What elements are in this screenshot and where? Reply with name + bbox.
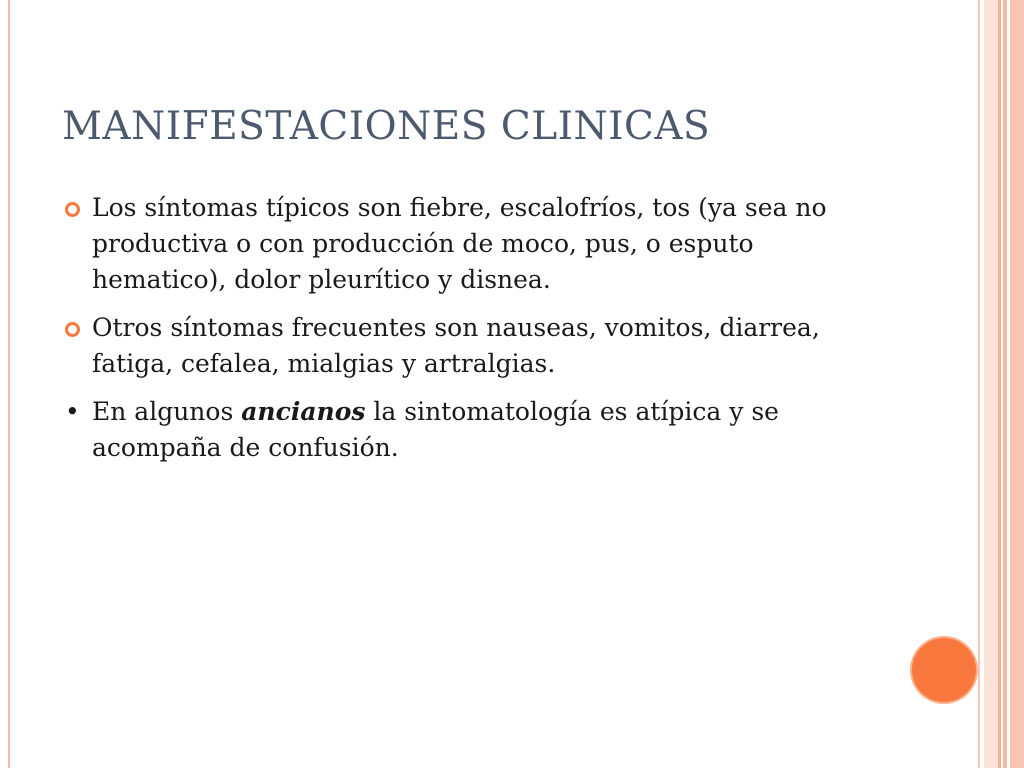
bullet-item-1: [62, 190, 892, 298]
accent-circle: [912, 638, 976, 702]
bullet-text-2: Otros síntomas frecuentes son nauseas, vomitos, diarrea, fatiga, cefalea, mialgias y artralgias.: [92, 313, 820, 378]
dot-bullet-icon: •: [65, 397, 80, 426]
bullet-item-3: [62, 394, 892, 466]
bullet-text-3-before: En algunos: [92, 397, 242, 426]
bullet-item-2: [62, 310, 892, 382]
left-border-line: [8, 0, 10, 768]
bullet-text-1: Los síntomas típicos son fiebre, escalofríos, tos (ya sea no productiva o con producción de moco, pus, o esputo hematico), dolor pleurítico y disnea.: [92, 193, 827, 294]
bullet-text-3-emphasis: ancianos: [241, 397, 366, 426]
circle-bullet-icon: [65, 322, 80, 337]
right-decorative-stripes: [978, 0, 1024, 768]
slide-title: MANIFESTACIONES CLINICAS: [62, 104, 711, 149]
bullet-list: [62, 190, 892, 478]
bullet-text-3-after: la sintomatología es atípica y se acompaña de confusión.: [92, 397, 779, 462]
circle-bullet-icon: [65, 202, 80, 217]
